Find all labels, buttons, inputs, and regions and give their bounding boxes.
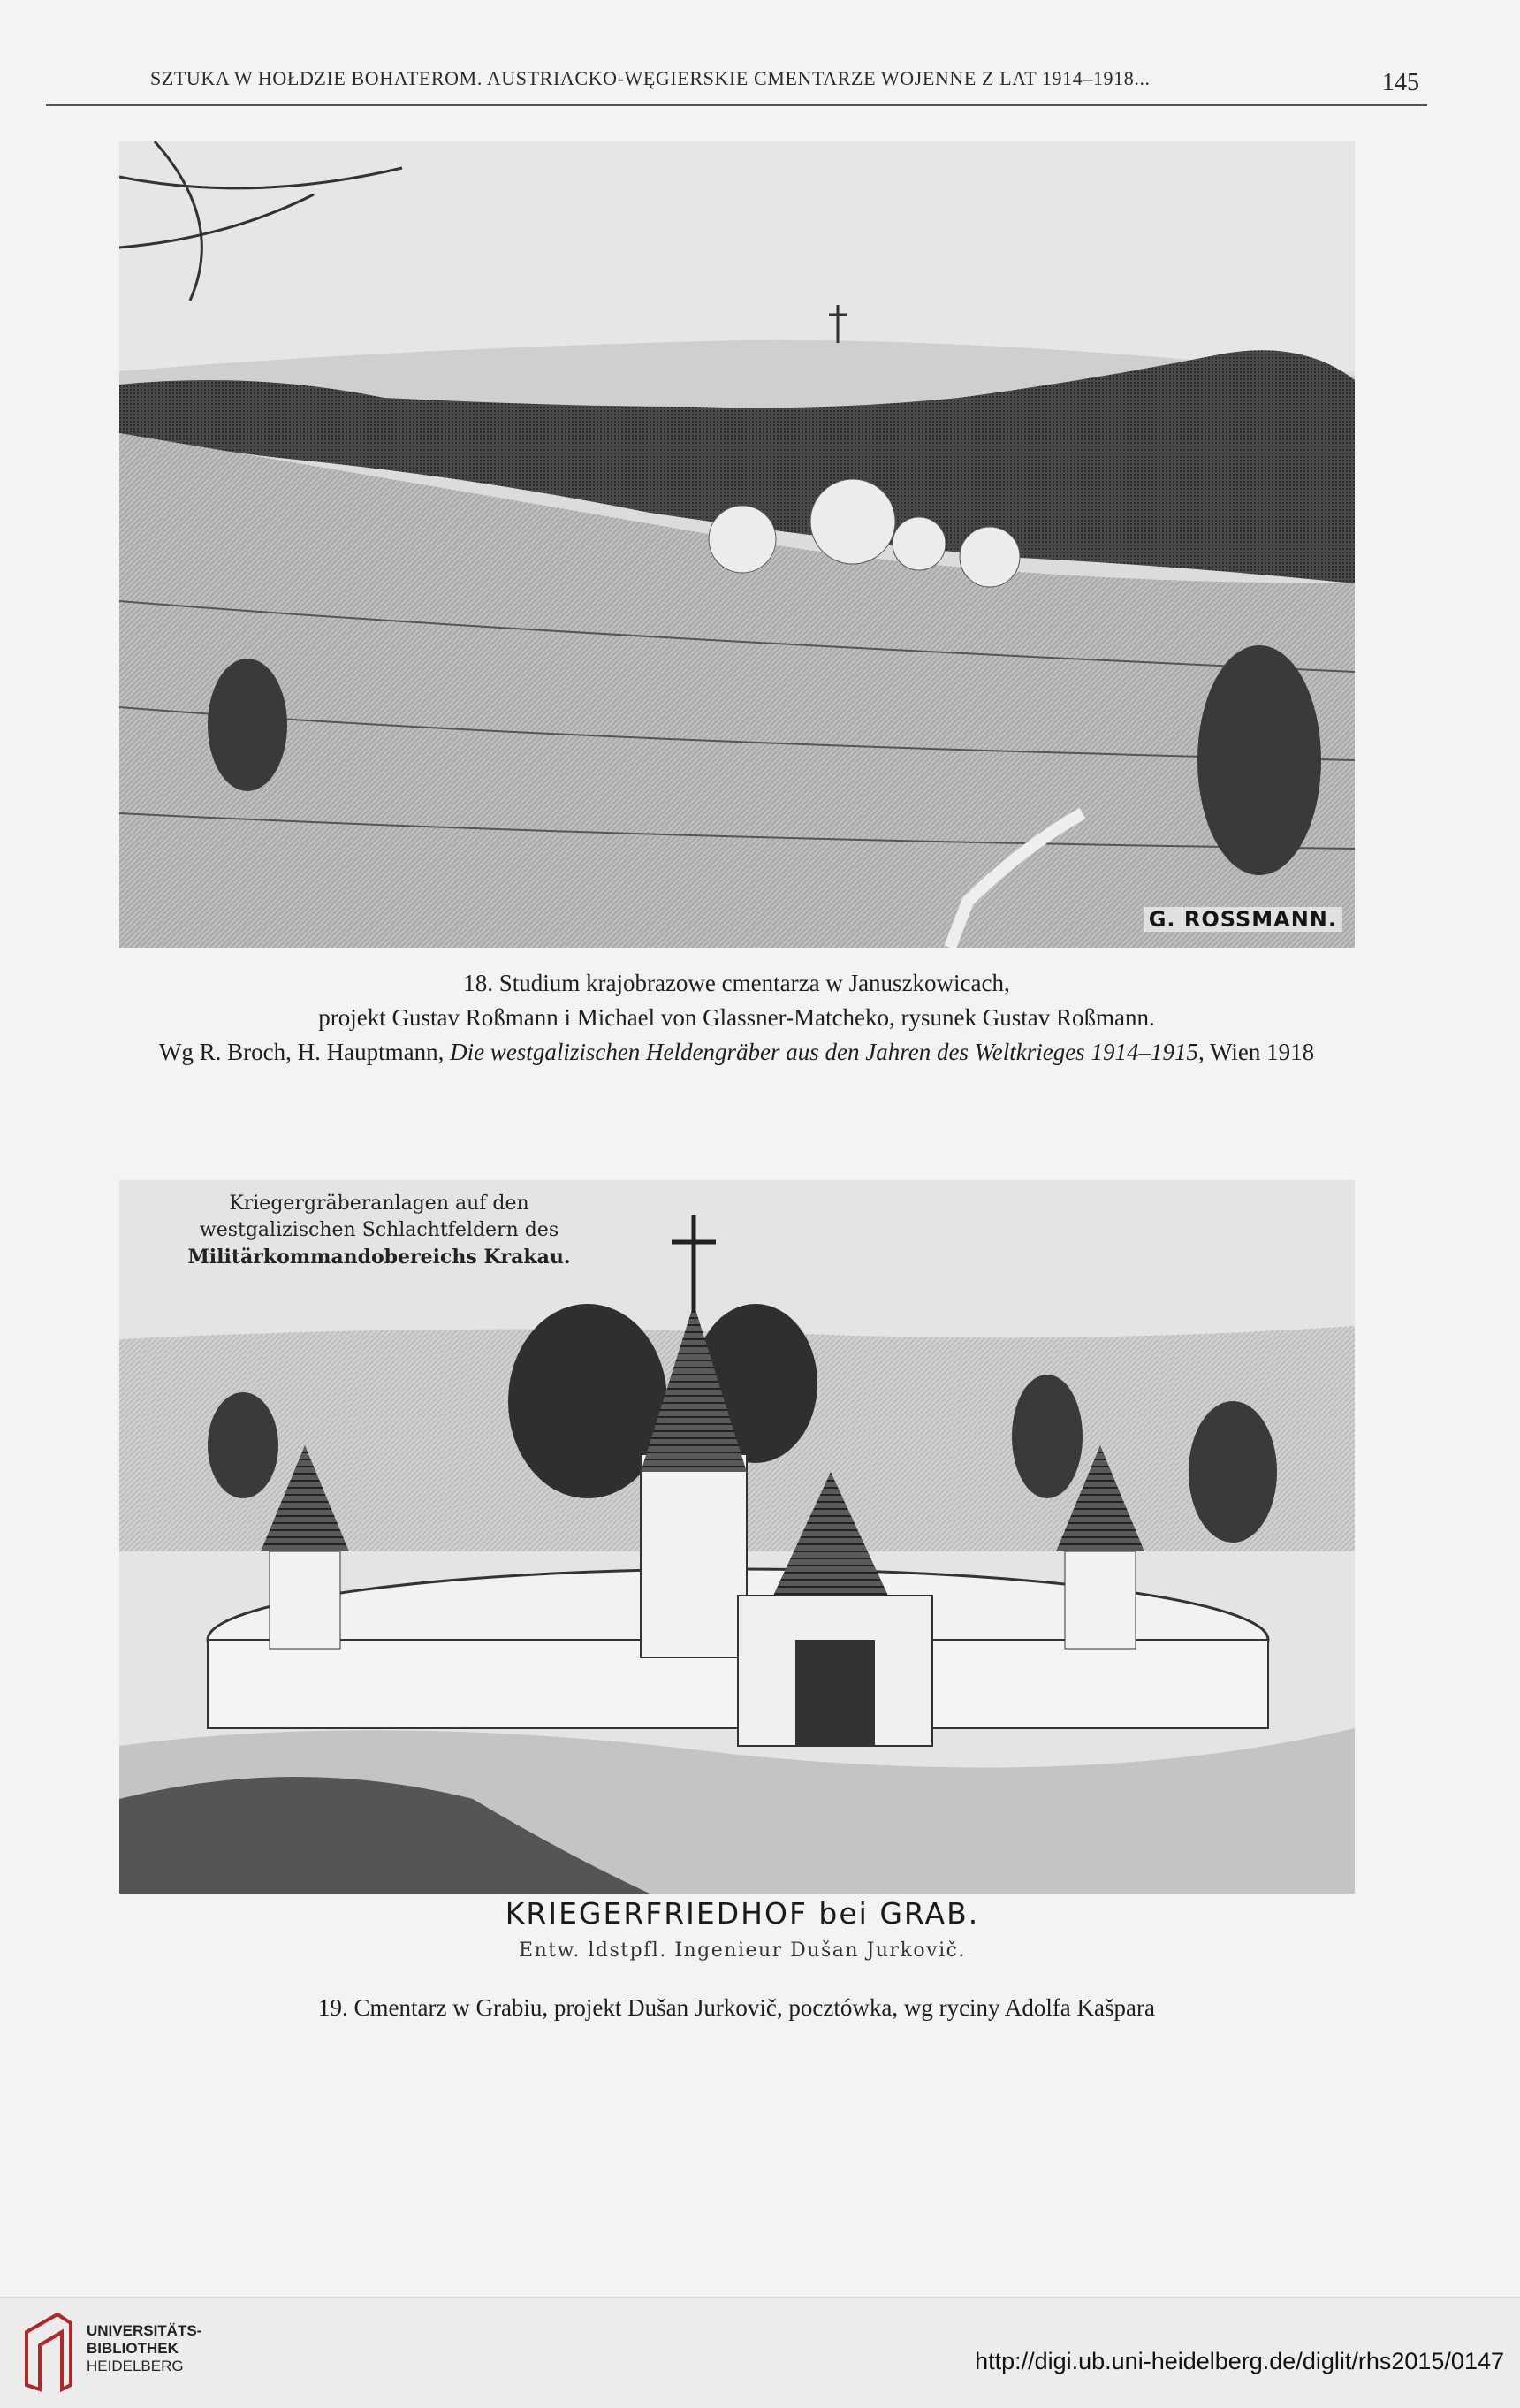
caption-line: 18. Studium krajobrazowe cmentarza w Januszkowicach,: [463, 970, 1010, 996]
library-name-line: BIBLIOTHEK: [87, 2340, 179, 2357]
cemetery-drawing: [119, 1180, 1355, 1894]
caption-line: projekt Gustav Roßmann i Michael von Glassner-Matcheko, rysunek Gustav Roßmann.: [318, 1004, 1155, 1031]
library-name: [87, 2322, 201, 2375]
caption-line: [46, 1035, 1427, 1070]
postcard-heading: [132, 1191, 627, 1270]
header-rule: [46, 104, 1427, 106]
page-number: 145: [1382, 69, 1419, 96]
library-name-line: UNIVERSITÄTS-: [87, 2322, 202, 2339]
source-url-link[interactable]: http://digi.ub.uni-heidelberg.de/diglit/rhs2015/0147: [975, 2348, 1504, 2374]
landscape-drawing: [119, 141, 1355, 948]
postcard-heading-line: westgalizischen Schlachtfeldern des: [199, 1219, 559, 1241]
caption-line: 19. Cmentarz w Grabiu, projekt Dušan Jurkovič, pocztówka, wg ryciny Adolfa Kašpara: [318, 1994, 1155, 2021]
running-title: SZTUKA W HOŁDZIE BOHATEROM. AUSTRIACKO-WĘGIERSKIE CMENTARZE WOJENNE Z LAT 1914–1918...: [150, 67, 1151, 89]
caption-book-title: Die westgalizischen Heldengräber aus den Jahren des Weltkrieges 1914–1915: [450, 1039, 1198, 1065]
postcard-subtitle: Entw. ldstpfl. Ingenieur Dušan Jurkovič.: [519, 1939, 966, 1962]
caption-source: Wg R. Broch, H. Hauptmann,: [158, 1039, 451, 1065]
postcard-illustration-figure-19: [119, 1180, 1355, 1894]
postcard-title: KRIEGERFRIEDHOF bei GRAB.: [505, 1896, 980, 1931]
library-logo-icon: [18, 2305, 80, 2394]
postcard-heading-line: Militärkommandobereichs Krakau.: [187, 1246, 571, 1269]
figure-19-caption: [46, 1991, 1427, 2025]
caption-source-end: , Wien 1918: [1197, 1039, 1315, 1065]
library-name-line: HEIDELBERG: [87, 2358, 184, 2374]
figure-18-caption: [46, 966, 1427, 1070]
postcard-heading-line: Kriegergräberanlagen auf den: [229, 1193, 529, 1215]
landscape-drawing-figure-18: [119, 141, 1355, 948]
artist-signature: G. ROSSMANN.: [1144, 907, 1342, 932]
